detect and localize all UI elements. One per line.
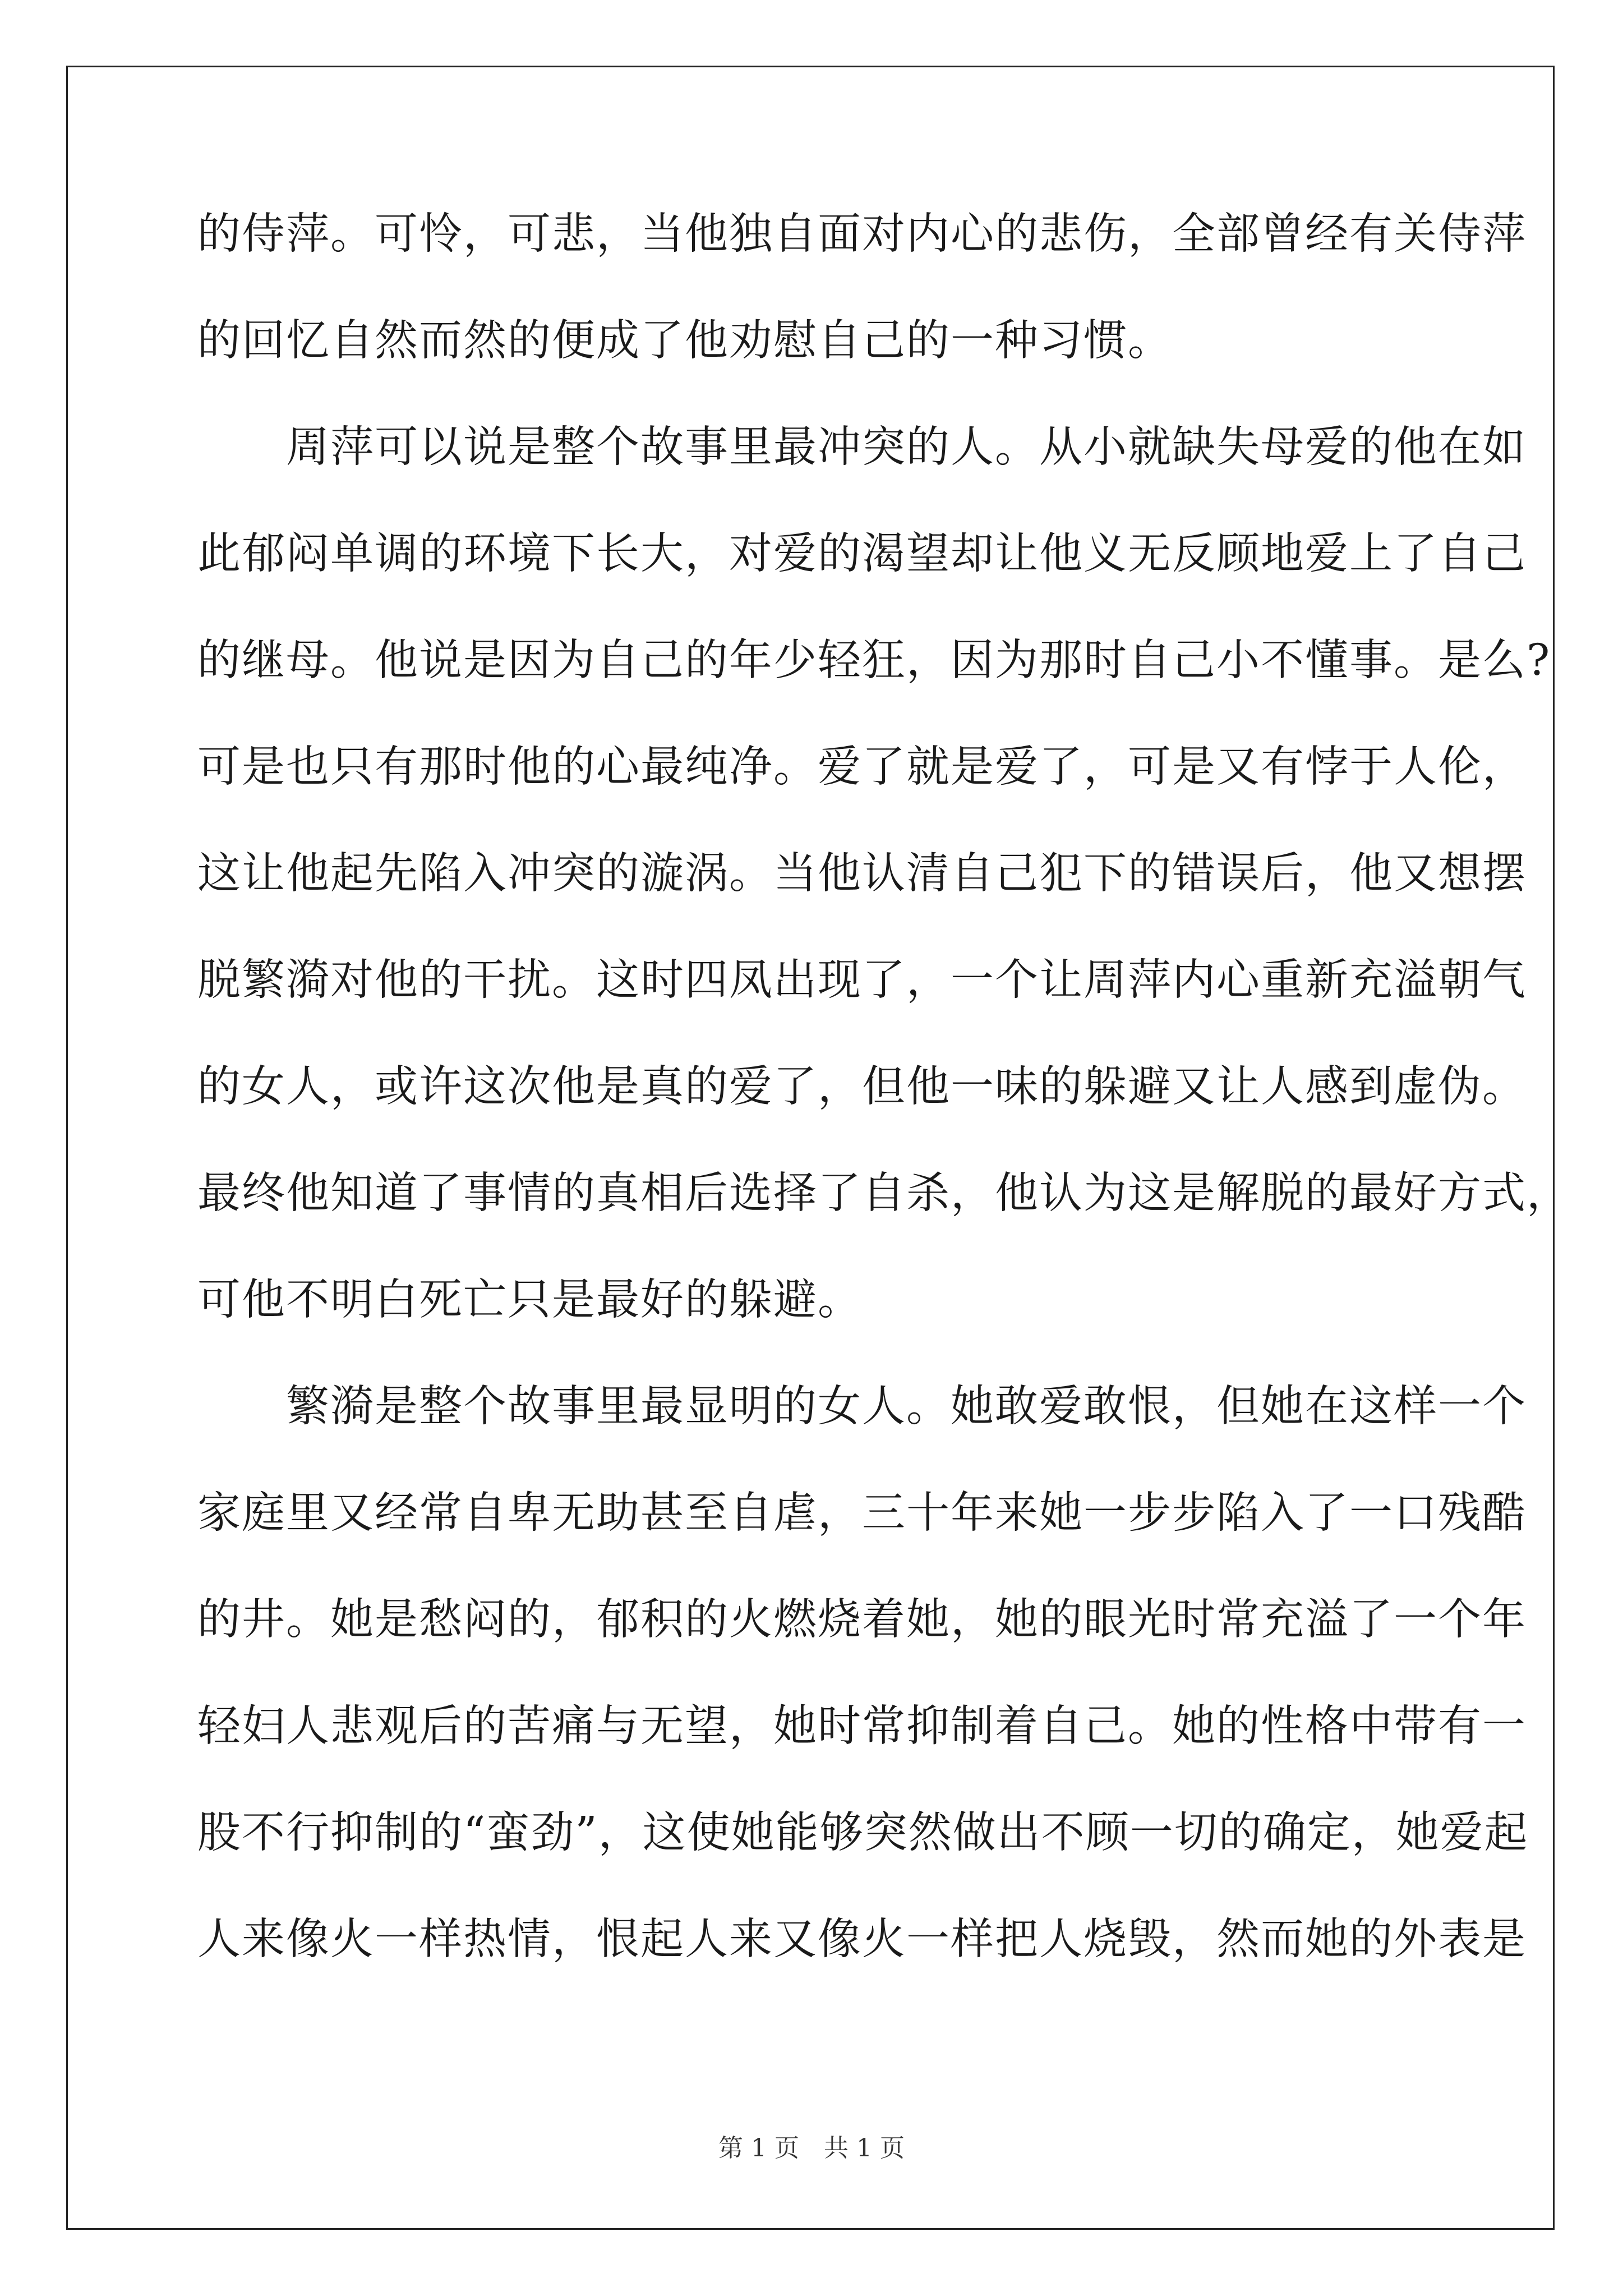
text-line: 家庭里又经常自卑无助甚至自虐，三十年来她一步步陷入了一口残酷	[197, 1488, 1527, 1538]
text-line: 轻妇人悲观后的苦痛与无望，她时常抑制着自己。她的性格中带有一	[197, 1701, 1527, 1751]
text-line: 人来像火一样热情，恨起人来又像火一样把人烧毁，然而她的外表是	[197, 1915, 1527, 1964]
text-line: 的回忆自然而然的便成了他劝慰自己的一种习惯。	[197, 316, 1172, 366]
text-line: 的女人，或许这次他是真的爱了，但他一味的躲避又让人感到虚伪。	[197, 1062, 1527, 1112]
text-line: 最终他知道了事情的真相后选择了自杀，他认为这是解脱的最好方式，	[197, 1168, 1571, 1218]
document-body	[197, 206, 1571, 2018]
text-line: 此郁闷单调的环境下长大，对爱的渴望却让他义无反顾地爱上了自己	[197, 529, 1527, 579]
text-line: 的继母。他说是因为自己的年少轻狂，因为那时自己小不懂事。是么?	[197, 636, 1551, 685]
text-line: 脱繁漪对他的干扰。这时四凤出现了，一个让周萍内心重新充溢朝气	[197, 955, 1527, 1005]
page-number: 第 1 页	[718, 2134, 799, 2162]
text-line: 这让他起先陷入冲突的漩涡。当他认清自己犯下的错误后，他又想摆	[197, 849, 1527, 899]
text-line: 可他不明白死亡只是最好的躲避。	[197, 1275, 862, 1325]
page-footer	[0, 2132, 1623, 2165]
text-line: 的井。她是愁闷的，郁积的火燃烧着她，她的眼光时常充溢了一个年	[197, 1595, 1527, 1645]
paragraph-start-line: 繁漪是整个故事里最显明的女人。她敢爱敢恨，但她在这样一个	[197, 1382, 1527, 1432]
text-line: 的侍萍。可怜，可悲，当他独自面对内心的悲伤，全部曾经有关侍萍	[197, 209, 1527, 259]
text-line: 可是也只有那时他的心最纯净。爱了就是爱了，可是又有悖于人伦，	[197, 742, 1527, 792]
paragraph-start-line: 周萍可以说是整个故事里最冲突的人。从小就缺失母爱的他在如	[197, 422, 1527, 472]
page-total: 共 1 页	[824, 2134, 905, 2162]
text-line: 股不行抑制的“蛮劲”，这使她能够突然做出不顾一切的确定，她爱起	[197, 1808, 1529, 1858]
